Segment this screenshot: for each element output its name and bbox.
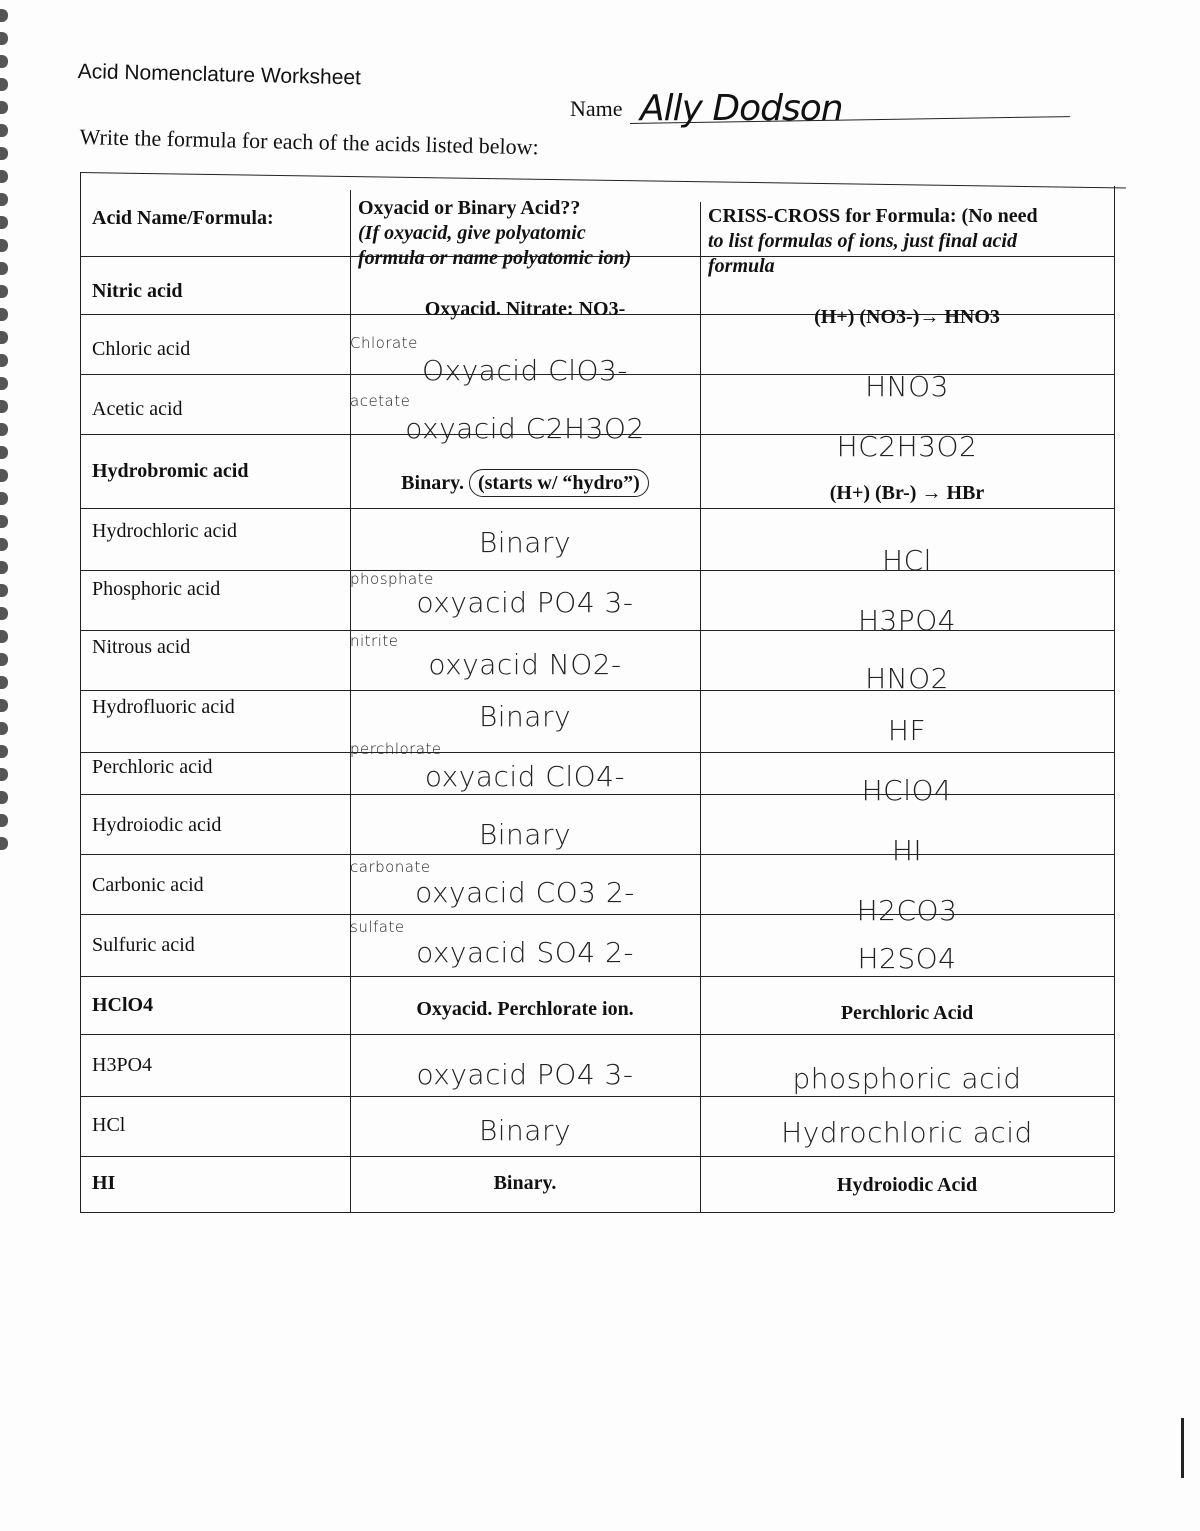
row-acid-type: Binary. (starts w/ “hydro”) <box>350 472 700 495</box>
row-acid-formula: H3PO4 <box>857 604 957 637</box>
row-ion-note: perchlorate <box>350 740 442 758</box>
row-acid-formula: HNO2 <box>865 662 949 695</box>
student-name: Ally Dodson <box>640 88 843 129</box>
row-acid-name: Nitrous acid <box>92 636 191 658</box>
row-acid-name: Phosphoric acid <box>92 578 221 600</box>
row-acid-type: oxyacid PO4 3- <box>416 1058 634 1091</box>
col-header-acid-name: Acid Name/Formula: <box>92 207 274 229</box>
row-acid-formula: Hydroiodic Acid <box>836 1174 978 1196</box>
row-acid-formula: HF <box>887 714 927 747</box>
row-acid-formula: phosphoric acid <box>792 1062 1022 1095</box>
row-ion-note: nitrite <box>350 632 399 650</box>
name-label: Name <box>570 96 623 121</box>
row-acid-name: Nitric acid <box>92 280 183 302</box>
row-acid-type: Binary <box>478 818 572 851</box>
row-acid-formula: HNO3 <box>865 370 949 403</box>
row-acid-name: HClO4 <box>92 994 154 1016</box>
row-acid-formula: Hydrochloric acid <box>781 1116 1033 1149</box>
col-header-acid-type: Oxyacid or Binary Acid?? (If oxyacid, give polyatomic formula or name polyatomic ion) <box>358 197 632 269</box>
row-ion-note: acetate <box>350 392 411 410</box>
col-header-criss-cross: CRISS-CROSS for Formula: (No need to list formulas of ions, just final acid formula <box>708 205 1038 277</box>
row-acid-name: Acetic acid <box>92 398 183 420</box>
row-acid-name: Chloric acid <box>92 338 191 360</box>
row-acid-name: Carbonic acid <box>92 874 204 896</box>
row-acid-type: oxyacid ClO4- <box>424 760 626 793</box>
row-acid-type: oxyacid PO4 3- <box>416 586 634 619</box>
row-acid-type: oxyacid NO2- <box>428 648 622 681</box>
row-acid-name: H3PO4 <box>92 1054 153 1076</box>
row-ion-note: carbonate <box>350 858 431 876</box>
row-acid-type: Oxyacid. Nitrate: NO3- <box>424 298 626 320</box>
row-acid-formula: HCl <box>882 544 932 577</box>
row-acid-name: Hydroiodic acid <box>92 814 222 836</box>
row-acid-name: HCl <box>92 1114 126 1136</box>
spiral-binding-holes <box>0 0 10 860</box>
row-ion-note: Chlorate <box>350 334 418 352</box>
row-acid-formula: H2SO4 <box>857 942 957 975</box>
circled-hint: (starts w/ “hydro”) <box>469 469 649 497</box>
row-acid-formula: HClO4 <box>861 774 953 807</box>
row-acid-name: Hydrochloric acid <box>92 520 237 542</box>
row-acid-type: Binary <box>478 1114 572 1147</box>
worksheet-title: Acid Nomenclature Worksheet <box>77 60 362 90</box>
row-acid-type: Binary. <box>493 1172 557 1194</box>
row-acid-name: Hydrofluoric acid <box>92 696 235 718</box>
row-acid-formula: HC2H3O2 <box>836 430 978 463</box>
row-acid-formula: (H+) (Br-) → HBr <box>829 482 985 504</box>
row-acid-formula: H2CO3 <box>856 894 958 927</box>
row-acid-type: Oxyacid. Perchlorate ion. <box>416 998 634 1020</box>
row-acid-type: oxyacid CO3 2- <box>415 876 635 909</box>
row-ion-note: phosphate <box>350 570 434 588</box>
row-acid-type: oxyacid SO4 2- <box>416 936 634 969</box>
row-acid-formula: HI <box>891 834 923 867</box>
row-acid-name: Sulfuric acid <box>92 934 195 956</box>
scan-edge-mark <box>1181 1418 1184 1478</box>
instructions: Write the formula for each of the acids listed below: <box>79 124 540 160</box>
acid-table <box>80 172 1114 1212</box>
row-ion-note: sulfate <box>350 918 405 936</box>
row-acid-formula: Perchloric Acid <box>840 1002 974 1024</box>
row-acid-type: oxyacid C2H3O2 <box>405 412 645 445</box>
row-acid-name: Perchloric acid <box>92 756 213 778</box>
row-acid-name: HI <box>92 1172 116 1194</box>
row-acid-type: Oxyacid ClO3- <box>422 354 628 387</box>
row-acid-type: Binary <box>478 700 572 733</box>
row-acid-name: Hydrobromic acid <box>92 460 249 482</box>
row-acid-formula: (H+) (NO3-)→ HNO3 <box>814 306 1000 328</box>
row-acid-type: Binary <box>478 526 572 559</box>
